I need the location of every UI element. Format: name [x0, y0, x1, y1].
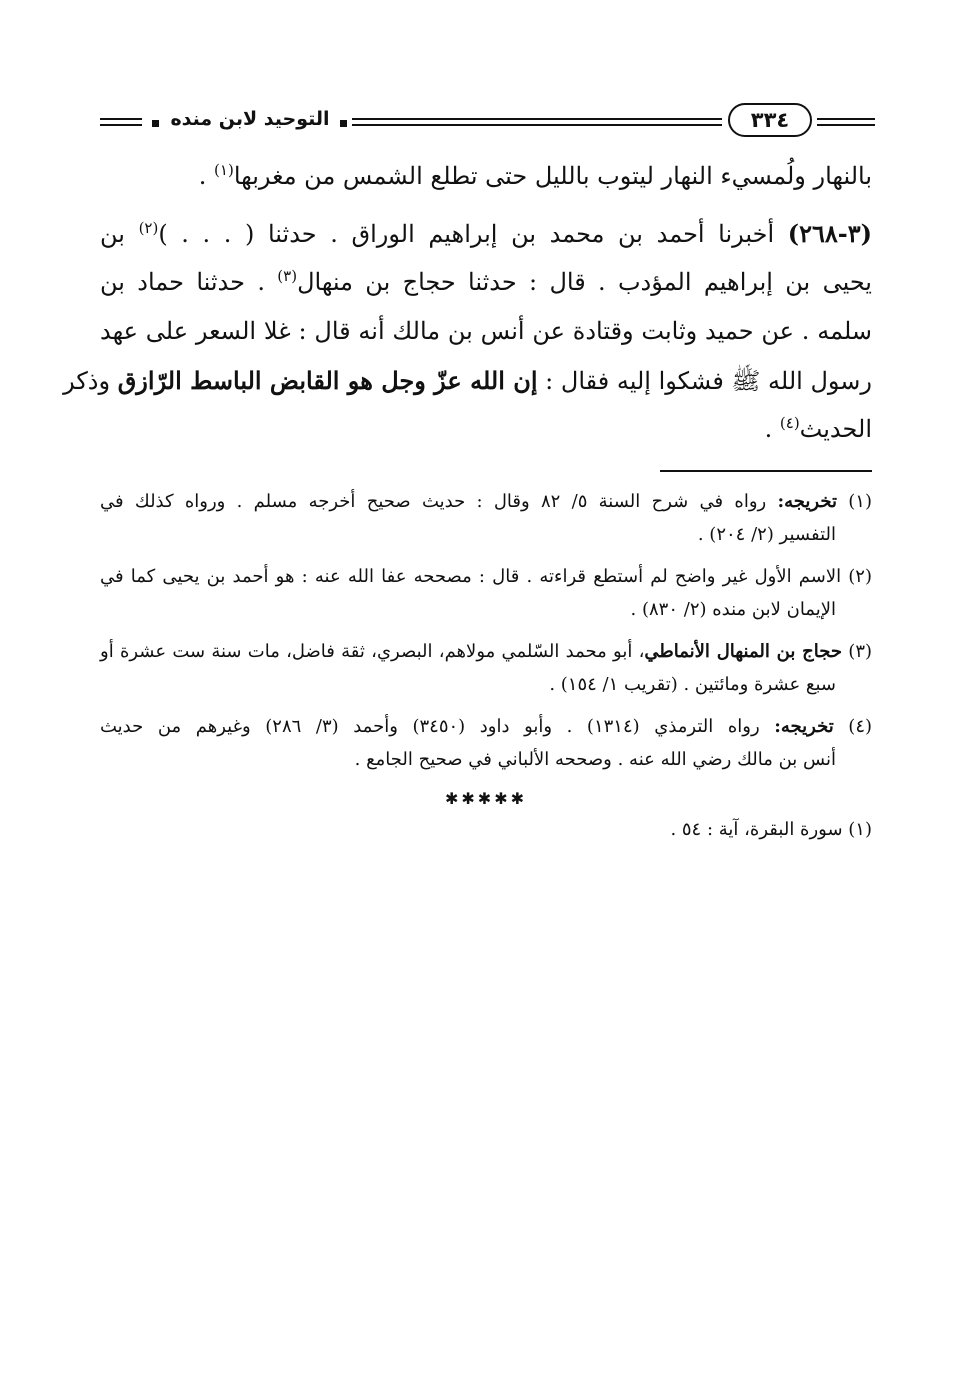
footnote-ref: (١)	[214, 161, 234, 179]
header-square-left	[152, 120, 159, 127]
header-rule-middle	[352, 118, 722, 126]
footnote-1	[100, 485, 872, 551]
footnote-3	[100, 635, 872, 701]
text-line	[100, 405, 872, 454]
text-run: بالنهار ولُمسيء النهار ليتوب بالليل حتى تطلع الشمس من مغربها	[233, 162, 872, 190]
footnote-number: (١)	[836, 491, 872, 512]
text-run: بن	[100, 220, 139, 248]
hadith-number: (٣-٢٦٨)	[787, 219, 873, 248]
section-divider-stars: ✱✱✱✱✱	[444, 789, 528, 808]
header-rule-right	[817, 118, 875, 126]
footnote-line: سبع عشرة ومائتين . (تقريب ١/ ١٥٤) .	[549, 674, 836, 695]
footnote-label: تخريجه:	[777, 491, 837, 512]
text-line	[100, 152, 872, 201]
footnote-number: (٤)	[833, 716, 873, 737]
footnote-line: الإيمان لابن منده (٢/ ٨٣٠) .	[630, 599, 836, 620]
footnote-text: رواه الترمذي (١٣١٤) . وأبو داود (٣٤٥٠) وأحمد (٣/ ٢٨٦) وغيرهم من حديث	[100, 716, 775, 737]
footnote-2	[100, 560, 872, 626]
footnote-text: ، أبو محمد السّلمي مولاهم، البصري، ثقة فاضل، مات سنة ست عشرة أو	[100, 641, 645, 662]
footnote-separator	[660, 470, 872, 472]
footnote-4	[100, 710, 872, 776]
text-run: رسول الله ﷺ فشكوا إليه فقال :	[537, 367, 872, 395]
page-number: ٣٣٤	[728, 103, 812, 137]
header-square-right	[340, 120, 347, 127]
text-run: يحيى بن إبراهيم المؤدب . قال : حدثنا حجاج بن منهال	[297, 268, 872, 296]
footnote-label: تخريجه:	[774, 716, 834, 737]
text-line	[100, 307, 872, 356]
text-run: .	[764, 415, 780, 443]
footnote-line: (٢) الاسم الأول غير واضح لم أستطع قراءته . قال : مصححه عفا الله عنه : هو أحمد بن يحيى كما في	[100, 566, 872, 587]
text-run: وذكر	[63, 367, 118, 395]
footnote-line	[100, 710, 872, 743]
footnote-line: التفسير (٢/ ٢٠٤) .	[697, 524, 836, 545]
narrator-name: حجاج بن المنهال الأنماطي	[644, 641, 843, 662]
footnote-ref: (٣)	[277, 267, 298, 285]
footnote-line	[100, 635, 872, 668]
main-text	[63, 152, 873, 454]
text-line	[100, 258, 872, 307]
footnote-number: (٣)	[842, 641, 873, 662]
text-line	[100, 209, 872, 258]
text-run: .	[198, 162, 215, 190]
text-line	[63, 356, 872, 405]
footnote-line	[100, 485, 872, 518]
footnote-ref: (٢)	[138, 219, 159, 237]
text-run: الحديث	[799, 415, 872, 443]
text-run: سلمه . عن حميد وثابت وقتادة عن أنس بن مالك أنه قال : غلا السعر على عهد	[100, 317, 872, 345]
footnote-text: رواه في شرح السنة ٥/ ٨٢ وقال : حديث صحيح أخرجه مسلم . ورواه كذلك في	[100, 491, 778, 512]
footnotes	[100, 485, 872, 847]
text-run: . حدثنا حماد بن	[100, 268, 278, 296]
footnote-line: أنس بن مالك رضي الله عنه . وصححه الألباني في صحيح الجامع .	[354, 749, 836, 770]
hadith-quote: إن الله عزّ وجل هو القابض الباسط الرّازق	[117, 366, 538, 395]
footnote-ref: (٤)	[779, 414, 800, 432]
header-title: التوحيد لابن منده	[170, 108, 330, 130]
footnote-quran: (١) سورة البقرة، آية : ٥٤ .	[670, 819, 872, 840]
text-run: أخبرنا أحمد بن محمد بن إبراهيم الوراق . حدثنا ( . . . )	[158, 220, 788, 248]
header-rule-left	[100, 118, 142, 126]
page-header	[100, 100, 875, 144]
